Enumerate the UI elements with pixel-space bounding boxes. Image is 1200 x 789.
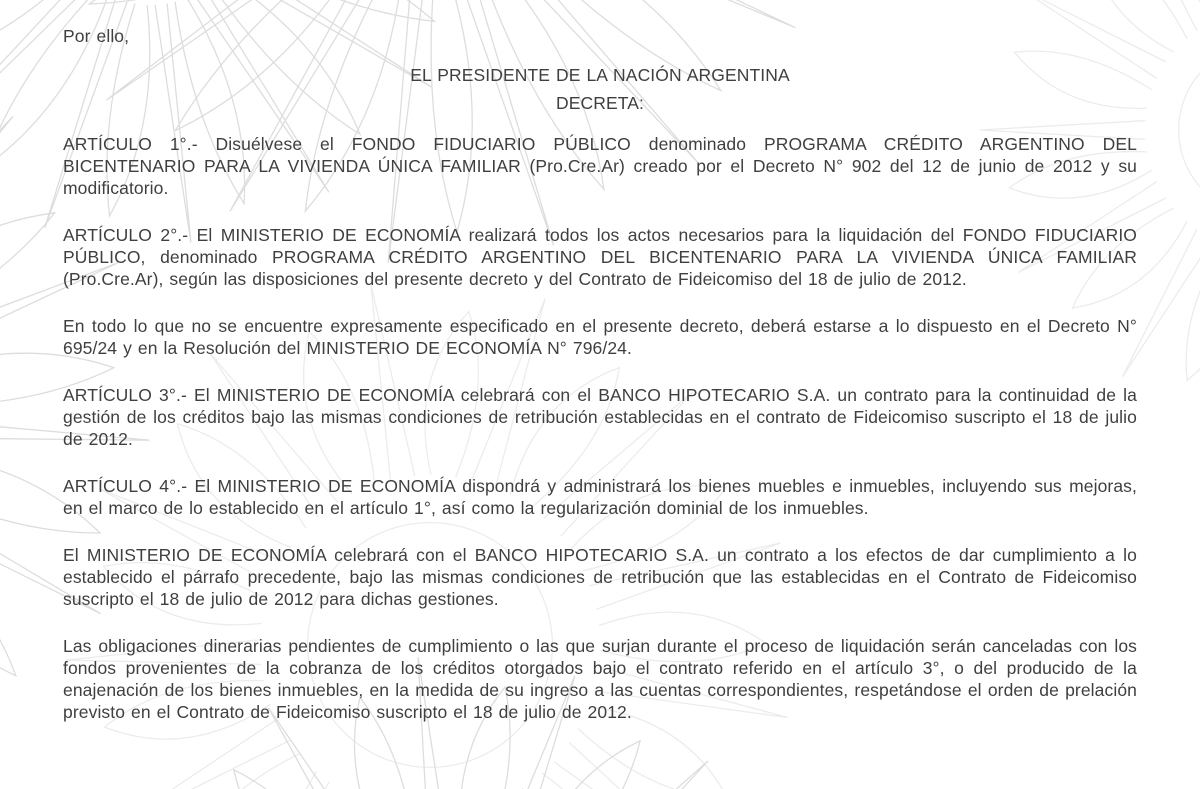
article-1-paragraph: ARTÍCULO 1°.- Disuélvese el FONDO FIDUCIARIO PÚBLICO denominado PROGRAMA CRÉDITO ARGENTINO DEL BICENTENARIO PARA LA VIVIENDA ÚNICA FAMILIAR (Pro.Cre.Ar) creado por el Decreto N° 902 del 12 de junio de 2012 y su modificatorio.: [63, 134, 1137, 198]
article-2-continuation-paragraph: En todo lo que no se encuentre expresamente especificado en el presente decreto, deberá estarse a lo dispuesto en el Decreto N° 695/24 y en la Resolución del MINISTERIO DE ECONOMÍA N° 796/24.: [63, 316, 1137, 358]
article-3-paragraph: ARTÍCULO 3°.- El MINISTERIO DE ECONOMÍA celebrará con el BANCO HIPOTECARIO S.A. un contrato para la continuidad de la gestión de los créditos bajo las mismas condiciones de retribución establecidas en el contrato de Fideicomiso suscripto el 18 de julio de 2012.: [63, 385, 1137, 449]
heading-decreta: DECRETA:: [556, 93, 644, 113]
obligations-paragraph: Las obligaciones dinerarias pendientes de cumplimiento o las que surjan durante el proceso de liquidación serán canceladas con los fondos provenientes de la cobranza de los créditos otorgados bajo el contrato referido en el artículo 3°, o del producido de la enajenación de los bienes inmuebles, en la medida de su ingreso a las cuentas correspondientes, respetándose el orden de prelación previsto en el Contrato de Fideicomiso suscripto el 18 de julio de 2012.: [63, 636, 1137, 722]
intro-line: Por ello,: [63, 26, 130, 46]
heading-authority: EL PRESIDENTE DE LA NACIÓN ARGENTINA: [410, 65, 790, 85]
article-4-continuation-paragraph: El MINISTERIO DE ECONOMÍA celebrará con el BANCO HIPOTECARIO S.A. un contrato a los efectos de dar cumplimiento a lo establecido el párrafo precedente, bajo las mismas condiciones de retribución que las establecidas en el Contrato de Fideicomiso suscripto el 18 de julio de 2012 para dichas gestiones.: [63, 545, 1137, 609]
article-2-paragraph: ARTÍCULO 2°.- El MINISTERIO DE ECONOMÍA realizará todos los actos necesarios para la liquidación del FONDO FIDUCIARIO PÚBLICO, denominado PROGRAMA CRÉDITO ARGENTINO DEL BICENTENARIO PARA LA VIVIENDA ÚNICA FAMILIAR (Pro.Cre.Ar), según las disposiciones del presente decreto y del Contrato de Fideicomiso del 18 de julio de 2012.: [63, 225, 1137, 289]
article-4-paragraph: ARTÍCULO 4°.- El MINISTERIO DE ECONOMÍA dispondrá y administrará los bienes muebles e inmuebles, incluyendo sus mejoras, en el marco de lo establecido en el artículo 1°, así como la regularización dominial de los inmuebles.: [63, 476, 1137, 518]
decree-heading: [63, 61, 1137, 117]
